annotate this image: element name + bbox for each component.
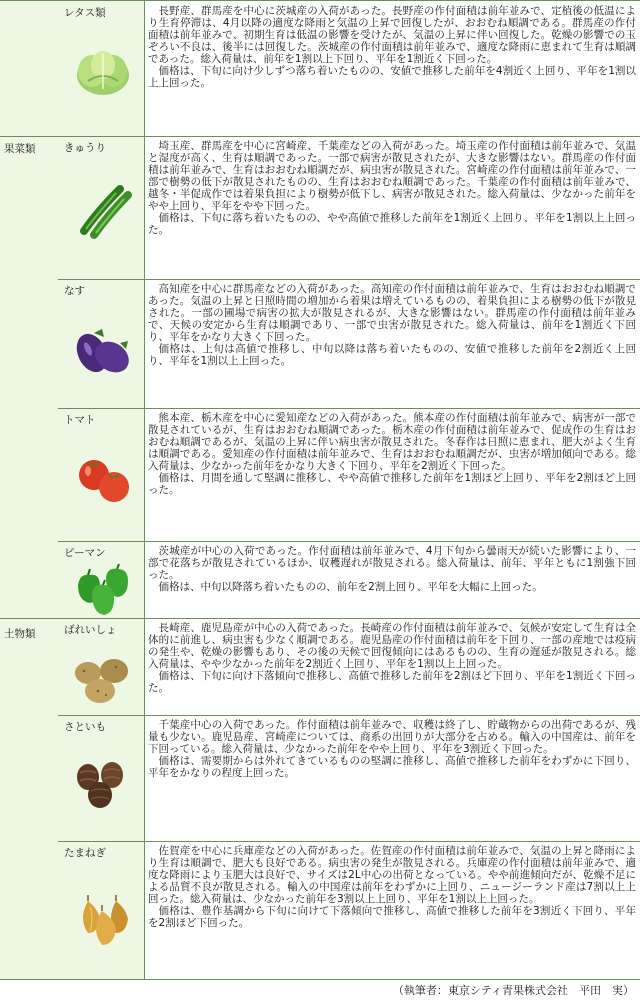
description-paragraph: 価格は、中旬以降落ち着いたものの、前年を2割上回り、平年を大幅に上回った。	[158, 581, 543, 593]
item-name: ばれいしょ	[64, 624, 117, 636]
description-paragraph: 価格は、上旬は高値で推移し、中旬以降は落ち着いたものの、安値で推移した前年を2割近く上回り、平年を1割以上上回った。	[148, 343, 636, 367]
row-divider	[58, 715, 640, 716]
description-paragraph: 価格は、下旬に向け少しずつ落ち着いたものの、安値で推移した前年を4割近く上回り、平年を1割以上上回った。	[148, 65, 636, 89]
description-paragraph: 高知産を中心に群馬産などの入荷があった。高知産の作付面積は前年並みで、生育はおおむね順調であった。気温の上昇と日照時間の増加から着果は増えているものの、着果負担による樹勢の低下が散見された。一部の圃場で病害の拡大が散見されるが、大きな影響はない。群馬産の作付面積は前年並みで、天候の安定から生育は順調であり、一部で虫害が散見された。総入荷量は、前年を1割近く下回り、平年をかなり大きく下回った。	[148, 283, 636, 343]
lettuce-icon	[70, 41, 136, 101]
item-description	[148, 412, 636, 496]
row-divider	[58, 408, 640, 409]
item-name: なす	[64, 285, 85, 297]
row-divider	[58, 841, 640, 842]
description-paragraph: 熊本産、栃木産を中心に愛知産などの入荷があった。熊本産の作付面積は前年並みで、病害が一部で散見されているが、生育はおおむね順調であった。栃木産の作付面積は前年並みで、促成作の生育はおおむね順調であるが、気温の上昇に伴い病虫害が散見された。冬春作は日照に恵まれ、肥大がよく生育は順調である。愛知産の作付面積は前年並みで、生育はおおむね順調だが、虫害が増加傾向である。総入荷量は、少なかった前年をかなり大きく下回り、平年を2割近く下回った。	[148, 412, 636, 472]
author-credit: （執筆者：東京シティ青果株式会社 平田 実）	[392, 984, 634, 997]
item-description	[148, 719, 636, 779]
item-name: ピーマン	[64, 547, 106, 559]
description-paragraph: 価格は、下旬に落ち着いたものの、やや高値で推移した前年を1割近く上回り、平年を1割以上上回った。	[148, 212, 636, 236]
taro-icon	[70, 753, 136, 813]
item-name: きゅうり	[64, 142, 106, 154]
description-paragraph: 長野産、群馬産を中心に茨城産の入荷があった。長野産の作付面積は前年並みで、定植後の低温により生育停滞は、4月以降の適度な降雨と気温の上昇で回復したが、おおむね順調である。群馬産の作付面積は前年並みで、初期生育は低温の影響を受けたが、気温の上昇に伴い回復した。乾燥の影響での玉ぞろい不良は、後半には回復した。茨城産の作付面積は前年並みで、適度な降雨に恵まれて生育は順調であった。総入荷量は、前年を1割以上下回り、平年を1割近く下回った。	[148, 5, 636, 65]
item-description	[148, 140, 636, 236]
description-paragraph: 埼玉産、群馬産を中心に宮崎産、千葉産などの入荷があった。埼玉産の作付面積は前年並みで、気温と湿度が高く、生育は順調であった。一部で病害が散見されたが、大きな影響はない。群馬産の作付面積は前年並みで、生育はおおむね順調だが、病虫害が散見された。宮崎産の作付面積は前年並みで、一部で樹勢の低下が散見されたものの、生育はおおむね順調であった。千葉産の作付面積は前年並みで、越冬・半促成作では着果負担により樹勢が低下し、病害が散見された。総入荷量は、少なかった前年をやや上回り、平年をやや下回った。	[148, 140, 636, 212]
item-description	[148, 845, 636, 929]
item-description	[148, 545, 636, 593]
item-name: レタス類	[64, 7, 106, 19]
row-divider	[0, 136, 640, 137]
category-label: 果菜類	[4, 143, 36, 155]
description-paragraph: 価格は、下旬に向け下落傾向で推移し、高値で推移した前年を2割ほど下回り、平年を1割近く下回った。	[148, 670, 636, 694]
item-name: トマト	[64, 414, 96, 426]
tomato-icon	[70, 449, 136, 509]
item-description	[148, 622, 636, 694]
item-name: たまねぎ	[64, 847, 106, 859]
description-paragraph: 長崎産、鹿児島産が中心の入荷であった。長崎産の作付面積は前年並みで、気候が安定して生育は全体的に前進し、病虫害も少なく順調である。鹿児島産の作付面積は前年を下回り、一部の産地では疫病の発生や、乾燥の影響もあり、その後の天候で回復傾向にはあるものの、生育の遅延が散見される。総入荷量は、やや少なかった前年を2割近く上回り、平年を1割以上上回った。	[148, 622, 636, 670]
row-divider	[58, 279, 640, 280]
description-paragraph: 千葉産中心の入荷であった。作付面積は前年並みで、収穫は終了し、貯蔵物からの出荷であるが、残量も少ない。鹿児島産、宮崎産については、商系の出回りが大部分を占める。輸入の中国産は、前年を下回っている。総入荷量は、少なかった前年をやや上回り、平年を3割近く下回った。	[148, 719, 636, 755]
item-description	[148, 5, 636, 89]
green-pepper-icon	[70, 563, 136, 623]
description-paragraph: 佐賀産を中心に兵庫産などの入荷があった。佐賀産の作付面積は前年並みで、気温の上昇と降雨により生育は順調で、肥大も良好である。病虫害の発生が散見される。兵庫産の作付面積は前年並みで、適度な降雨により玉肥大は良好で、サイズは2L中心の出荷となっている。やや前進傾向だが、乾燥不足による品質不良が散見される。輸入の中国産は前年をわずかに上回り、ニュージーランド産は7割以上上回った。総入荷量は、少なかった前年を3割以上上回り、平年を1割以上上回った。	[148, 845, 636, 905]
onion-icon	[70, 889, 136, 949]
row-divider	[58, 541, 640, 542]
potato-icon	[70, 649, 136, 709]
item-description	[148, 283, 636, 367]
eggplant-icon	[70, 319, 136, 379]
item-name: さといも	[64, 721, 106, 733]
description-paragraph: 価格は、月間を通して堅調に推移し、やや高値で推移した前年を1割ほど上回り、平年を2割ほど上回った。	[148, 472, 636, 496]
category-label: 土物類	[4, 628, 36, 640]
description-paragraph: 価格は、豊作基調から下旬に向けて下落傾向で推移し、高値で推移した前年を3割近く下回り、平年を2割ほど下回った。	[148, 905, 636, 929]
description-paragraph: 茨城産が中心の入荷であった。作付面積は前年並みで、4月下旬から曇雨天が続いた影響により、一部で花落ちが散見されているほか、収穫遅れが散見される。総入荷量は、前年、平年ともに1割強下回った。	[148, 545, 636, 581]
description-paragraph: 価格は、需要期からは外れてきているものの堅調に推移し、高値で推移した前年をわずかに下回り、平年をかなりの程度上回った。	[148, 755, 636, 779]
cucumber-icon	[70, 181, 136, 241]
